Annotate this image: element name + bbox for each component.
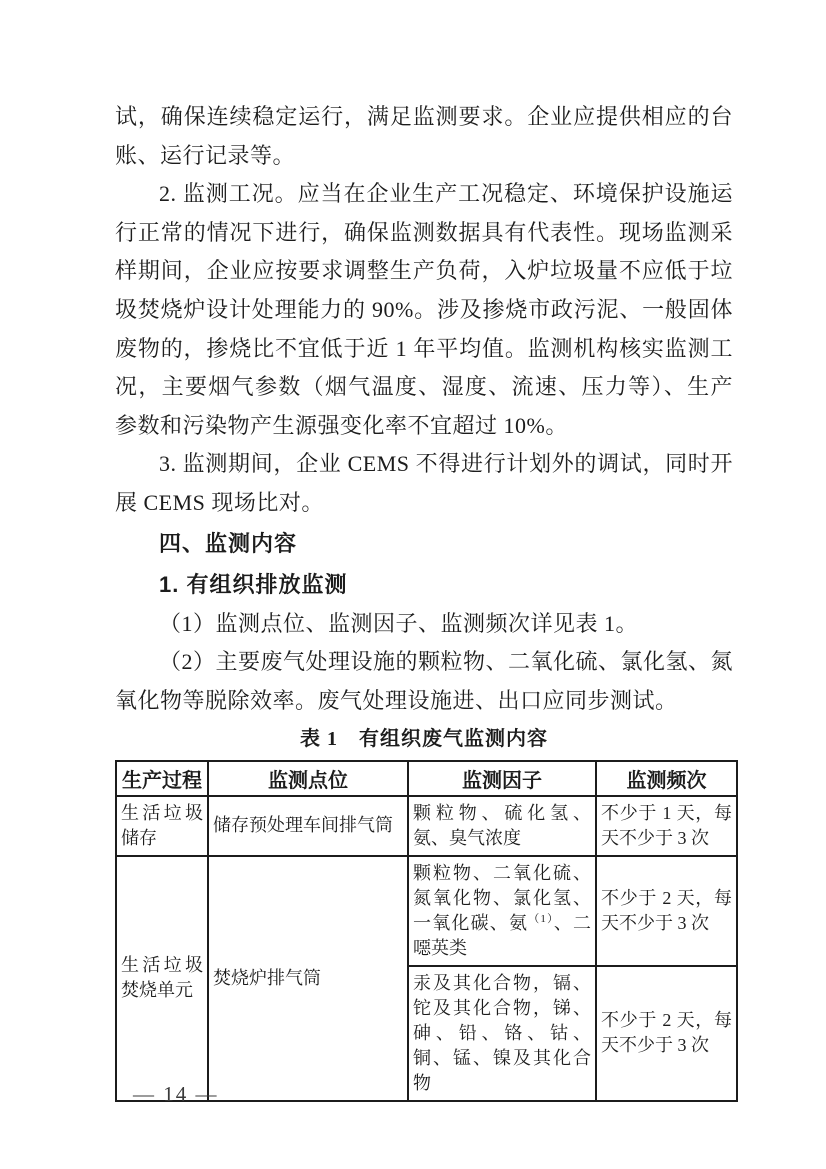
body-paragraph-item-2: （2）主要废气处理设施的颗粒物、二氧化硫、氯化氢、氮氧化物等脱除效率。废气处理设施进、出口应同步测试。 [115, 649, 734, 713]
factors-text: 、二噁英类 [413, 912, 592, 958]
cell-frequency: 不少于 1 天，每天不少于 3 次 [596, 796, 737, 856]
factors-text: 颗粒物、二氧化硫、氮氧化物、氯化氢、一氧化碳、氨 [413, 862, 591, 933]
column-header-production-process: 生产过程 [116, 761, 208, 796]
column-header-monitoring-factor: 监测因子 [408, 761, 596, 796]
column-header-monitoring-point: 监测点位 [208, 761, 408, 796]
section-heading: 四、监测内容 [159, 530, 298, 556]
cell-factors: 汞及其化合物，镉、铊及其化合物，锑、砷、铅、铬、钴、铜、锰、镍及其化合物 [408, 966, 596, 1101]
document-body [115, 98, 733, 1102]
table-caption: 表 1 有组织废气监测内容 [300, 728, 548, 751]
organized-emission-monitoring-table [115, 760, 738, 1102]
body-paragraph-cems: 3. 监测期间，企业 CEMS 不得进行计划外的调试，同时开展 CEMS 现场比对。 [115, 451, 733, 515]
cell-monitoring-point: 焚烧炉排气筒 [208, 856, 408, 1101]
page-number: — 14 — [133, 1082, 219, 1106]
body-paragraph-monitoring-conditions: 2. 监测工况。应当在企业生产工况稳定、环境保护设施运行正常的情况下进行，确保监测数据具有代表性。现场监测采样期间，企业应按要求调整生产负荷，入炉垃圾量不应低于垃圾焚烧炉设计处理能力的 90%。涉及掺烧市政污泥、一般固体废物的，掺烧比不宜低于近 1 年平均值。监测机构核实监测工况，主要烟气参数（烟气温度、湿度、流速、压力等）、生产参数和污染物产生源强变化率不宜超过 10%。 [115, 181, 733, 438]
table-row-incineration-unit-a [116, 856, 737, 966]
cell-process: 生活垃圾储存 [116, 796, 208, 856]
cell-frequency: 不少于 2 天，每天不少于 3 次 [596, 966, 737, 1101]
subsection-heading: 1. 有组织排放监测 [159, 571, 348, 597]
body-paragraph-item-1: （1）监测点位、监测因子、监测频次详见表 1。 [159, 610, 639, 636]
body-paragraph-continuation: 试，确保连续稳定运行，满足监测要求。企业应提供相应的台账、运行记录等。 [115, 104, 733, 168]
cell-frequency: 不少于 2 天，每天不少于 3 次 [596, 856, 737, 966]
table-row-waste-storage [116, 796, 737, 856]
cell-monitoring-point: 储存预处理车间排气筒 [208, 796, 408, 856]
footnote-marker: （1） [528, 912, 554, 925]
cell-factors [408, 856, 596, 966]
column-header-monitoring-frequency: 监测频次 [596, 761, 737, 796]
table-header-row [116, 761, 737, 796]
cell-process: 生活垃圾焚烧单元 [116, 856, 208, 1101]
cell-factors: 颗粒物、硫化氢、氨、臭气浓度 [408, 796, 596, 856]
